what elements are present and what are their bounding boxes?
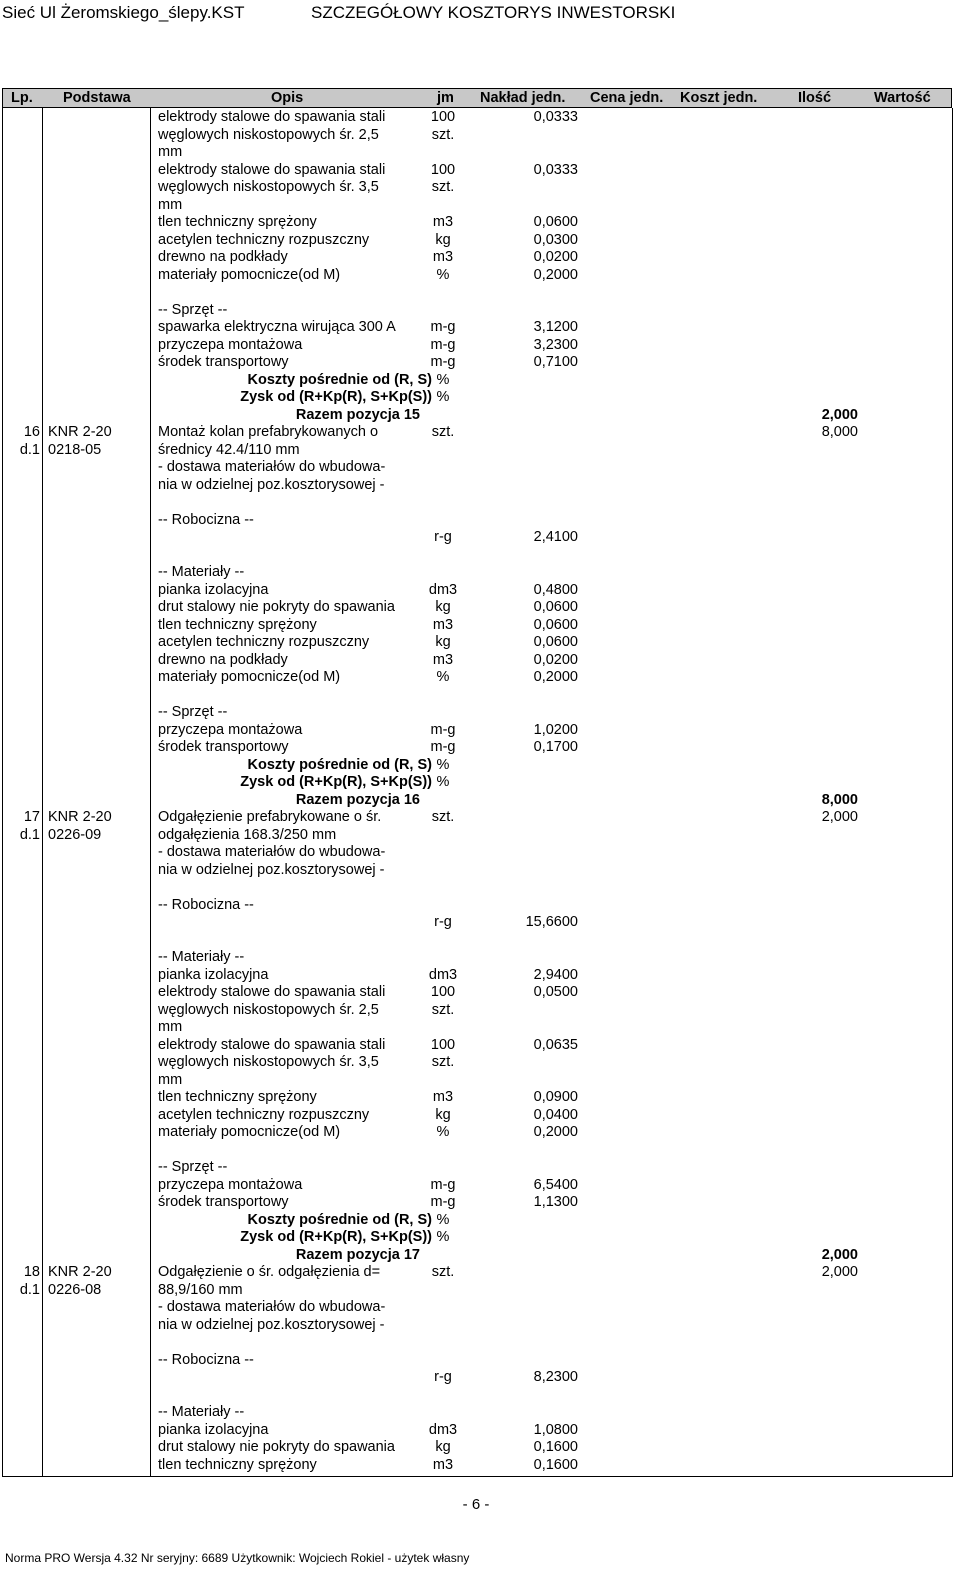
row-opis: węglowych niskostopowych śr. 2,5 xyxy=(158,1001,379,1018)
row-jm: kg xyxy=(435,1106,451,1123)
row-opis: materiały pomocnicze(od M) xyxy=(158,669,341,685)
row-naklad: 6,5400 xyxy=(533,1176,578,1193)
row-naklad: 0,0333 xyxy=(533,109,578,125)
row-jm: m3 xyxy=(432,651,454,668)
row-opis: -- Sprzęt -- xyxy=(158,301,228,318)
row-opis: Koszty pośrednie od (R, S) xyxy=(247,371,432,388)
row-opis: materiały pomocnicze(od M) xyxy=(158,1124,341,1140)
row-wartosc: 2,000 xyxy=(821,1246,858,1263)
row-opis: materiały pomocnicze(od M) xyxy=(158,266,341,283)
row-jm: szt. xyxy=(431,809,455,825)
row-opis: środek transportowy xyxy=(158,739,289,755)
row-opis: spawarka elektryczna wirująca 300 A xyxy=(158,319,396,335)
row-opis: acetylen techniczny rozpuszczny xyxy=(158,231,370,248)
row-jm: kg xyxy=(435,634,451,650)
row-wartosc: 2,000 xyxy=(821,406,858,423)
row-opis: Koszty pośrednie od (R, S) xyxy=(247,1211,432,1228)
row-opis: elektrody stalowe do spawania stali xyxy=(158,161,386,178)
row-opis: przyczepa montażowa xyxy=(158,1176,303,1193)
row-jm: % xyxy=(436,1229,450,1245)
row-jm: m3 xyxy=(432,214,454,230)
row-jm: r-g xyxy=(434,914,452,930)
row-opis: nia w odzielnej poz.kosztorysowej - xyxy=(158,476,385,493)
page-number: - 6 - xyxy=(462,1496,490,1513)
row-opis: 88,9/160 mm xyxy=(158,1281,243,1298)
row-naklad: 0,1700 xyxy=(533,739,578,755)
row-jm: m-g xyxy=(430,721,456,738)
row-ilosc: 2,000 xyxy=(821,1264,858,1280)
row-opis: węglowych niskostopowych śr. 2,5 xyxy=(158,126,379,143)
row-naklad: 1,0200 xyxy=(533,721,578,738)
row-opis: Koszty pośrednie od (R, S) xyxy=(247,756,432,773)
row-opis: pianka izolacyjna xyxy=(158,581,269,598)
footer-text: Norma PRO Wersja 4.32 Nr seryjny: 6689 Użytkownik: Wojciech Rokiel - użytek własny xyxy=(5,1551,470,1565)
row-jm: m3 xyxy=(432,616,454,633)
row-opis: -- Sprzęt -- xyxy=(158,704,228,720)
row-naklad: 0,1600 xyxy=(533,1439,578,1455)
row-jm: % xyxy=(436,389,450,405)
row-jm: % xyxy=(436,774,450,790)
row-lp: 18 xyxy=(23,1264,40,1280)
row-naklad: 0,4800 xyxy=(533,581,578,598)
col-koszt: Koszt jedn. xyxy=(680,90,758,106)
row-opis: Razem pozycja 17 xyxy=(295,1246,420,1263)
row-opis: odgałęzienia 168.3/250 mm xyxy=(158,826,337,843)
row-naklad: 0,0600 xyxy=(533,634,578,650)
row-opis: -- Materiały -- xyxy=(158,949,245,965)
row-jm: m-g xyxy=(430,336,456,353)
row-jm: m3 xyxy=(432,1089,454,1105)
row-opis: węglowych niskostopowych śr. 3,5 xyxy=(158,1054,379,1070)
row-jm: % xyxy=(436,1124,450,1140)
col-opis: Opis xyxy=(271,90,304,106)
row-jm: m3 xyxy=(432,249,454,265)
row-jm: m-g xyxy=(430,1176,456,1193)
table-bottom-border xyxy=(2,1476,953,1477)
row-opis: - dostawa materiałów do wbudowa- xyxy=(158,1299,386,1315)
row-jm: r-g xyxy=(434,1369,452,1385)
file-name: Sieć Ul Żeromskiego_ślepy.KST xyxy=(2,3,245,22)
row-opis: -- Materiały -- xyxy=(158,564,245,580)
row-opis: mm xyxy=(158,196,183,213)
row-naklad: 0,0200 xyxy=(533,651,578,668)
row-naklad: 0,2000 xyxy=(533,669,578,685)
col-jm: jm xyxy=(437,90,454,106)
col-wartosc: Wartość xyxy=(874,90,931,106)
row-lp: d.1 xyxy=(19,1281,40,1298)
row-opis: węglowych niskostopowych śr. 3,5 xyxy=(158,179,379,195)
col-cena: Cena jedn. xyxy=(590,90,664,106)
row-opis: elektrody stalowe do spawania stali xyxy=(158,1036,386,1053)
row-opis: elektrody stalowe do spawania stali xyxy=(158,109,386,125)
col-ilosc: Ilość xyxy=(798,90,832,106)
row-opis: drewno na podkłady xyxy=(158,651,288,668)
row-jm: % xyxy=(436,266,450,283)
row-jm: szt. xyxy=(431,179,455,195)
column-divider xyxy=(2,108,3,1476)
row-opis: tlen techniczny sprężony xyxy=(158,616,317,633)
row-opis: tlen techniczny sprężony xyxy=(158,1089,317,1105)
row-opis: acetylen techniczny rozpuszczny xyxy=(158,1106,370,1123)
row-opis: przyczepa montażowa xyxy=(158,336,303,353)
row-naklad: 0,0600 xyxy=(533,214,578,230)
row-jm: m-g xyxy=(430,1194,456,1210)
row-naklad: 3,1200 xyxy=(533,319,578,335)
row-jm: dm3 xyxy=(428,1421,458,1438)
row-jm: % xyxy=(436,371,450,388)
col-podstawa: Podstawa xyxy=(63,90,131,106)
row-opis: mm xyxy=(158,1019,183,1035)
row-jm: % xyxy=(436,669,450,685)
row-ilosc: 8,000 xyxy=(821,424,858,440)
row-naklad: 0,0635 xyxy=(533,1036,578,1053)
row-jm: szt. xyxy=(431,1264,455,1280)
row-jm: % xyxy=(436,756,450,773)
row-opis: środek transportowy xyxy=(158,1194,289,1210)
row-naklad: 0,0333 xyxy=(533,161,578,178)
row-opis: nia w odzielnej poz.kosztorysowej - xyxy=(158,1316,385,1333)
row-naklad: 0,1600 xyxy=(533,1456,578,1473)
row-jm: 100 xyxy=(430,109,456,125)
row-jm: kg xyxy=(435,1439,451,1455)
row-jm: 100 xyxy=(430,1036,456,1053)
row-podstawa: 0218-05 xyxy=(48,441,102,458)
row-naklad: 0,0600 xyxy=(533,599,578,615)
row-jm: kg xyxy=(435,231,451,248)
col-naklad: Nakład jedn. xyxy=(480,90,566,106)
row-naklad: 0,0900 xyxy=(533,1089,578,1105)
row-opis: Montaż kolan prefabrykowanych o xyxy=(158,424,379,440)
row-opis: -- Sprzęt -- xyxy=(158,1159,228,1175)
row-opis: drut stalowy nie pokryty do spawania xyxy=(158,1439,395,1455)
row-naklad: 0,0200 xyxy=(533,249,578,265)
row-opis: Razem pozycja 16 xyxy=(295,791,420,808)
row-opis: mm xyxy=(158,144,183,160)
row-opis: mm xyxy=(158,1071,183,1088)
table-header xyxy=(2,88,952,108)
row-opis: -- Robocizna -- xyxy=(158,511,254,528)
row-naklad: 1,0800 xyxy=(533,1421,578,1438)
row-opis: - dostawa materiałów do wbudowa- xyxy=(158,459,386,475)
row-opis: Zysk od (R+Kp(R), S+Kp(S)) xyxy=(240,1229,432,1245)
row-naklad: 2,9400 xyxy=(533,966,578,983)
row-lp: d.1 xyxy=(19,441,40,458)
row-naklad: 15,6600 xyxy=(525,914,578,930)
row-ilosc: 2,000 xyxy=(821,809,858,825)
row-jm: 100 xyxy=(430,984,456,1000)
row-podstawa: KNR 2-20 xyxy=(48,1264,112,1280)
row-opis: elektrody stalowe do spawania stali xyxy=(158,984,386,1000)
row-jm: szt. xyxy=(431,424,455,440)
row-opis: pianka izolacyjna xyxy=(158,966,269,983)
row-podstawa: KNR 2-20 xyxy=(48,809,112,825)
row-opis: drewno na podkłady xyxy=(158,249,288,265)
row-jm: m-g xyxy=(430,319,456,335)
column-divider xyxy=(42,108,43,1476)
row-jm: dm3 xyxy=(428,581,458,598)
row-opis: tlen techniczny sprężony xyxy=(158,1456,317,1473)
row-opis: Odgałęzienie o śr. odgałęzienia d= xyxy=(158,1264,381,1280)
row-naklad: 0,2000 xyxy=(533,1124,578,1140)
row-naklad: 2,4100 xyxy=(533,529,578,545)
row-opis: środek transportowy xyxy=(158,354,289,370)
row-lp: d.1 xyxy=(19,826,40,843)
row-opis: Zysk od (R+Kp(R), S+Kp(S)) xyxy=(240,774,432,790)
row-opis: -- Robocizna -- xyxy=(158,896,254,913)
row-opis: tlen techniczny sprężony xyxy=(158,214,317,230)
row-opis: - dostawa materiałów do wbudowa- xyxy=(158,844,386,860)
row-jm: r-g xyxy=(434,529,452,545)
col-lp: Lp. xyxy=(11,90,33,106)
row-jm: szt. xyxy=(431,1001,455,1018)
row-naklad: 8,2300 xyxy=(533,1369,578,1385)
row-jm: m-g xyxy=(430,739,456,755)
row-jm: szt. xyxy=(431,1054,455,1070)
row-opis: przyczepa montażowa xyxy=(158,721,303,738)
row-lp: 16 xyxy=(23,424,40,440)
row-opis: -- Robocizna -- xyxy=(158,1351,254,1368)
row-opis: -- Materiały -- xyxy=(158,1404,245,1420)
row-podstawa: KNR 2-20 xyxy=(48,424,112,440)
row-opis: nia w odzielnej poz.kosztorysowej - xyxy=(158,861,385,878)
row-podstawa: 0226-09 xyxy=(48,826,102,843)
row-opis: Odgałęzienie prefabrykowane o śr. xyxy=(158,809,382,825)
row-lp: 17 xyxy=(23,809,40,825)
row-naklad: 0,0500 xyxy=(533,984,578,1000)
row-opis: średnicy 42.4/110 mm xyxy=(158,441,300,458)
row-jm: 100 xyxy=(430,161,456,178)
row-jm: kg xyxy=(435,599,451,615)
row-opis: acetylen techniczny rozpuszczny xyxy=(158,634,370,650)
row-naklad: 1,1300 xyxy=(533,1194,578,1210)
row-jm: szt. xyxy=(431,126,455,143)
row-naklad: 0,0400 xyxy=(533,1106,578,1123)
row-opis: pianka izolacyjna xyxy=(158,1421,269,1438)
row-naklad: 0,0600 xyxy=(533,616,578,633)
row-podstawa: 0226-08 xyxy=(48,1281,102,1298)
row-jm: m-g xyxy=(430,354,456,370)
row-naklad: 0,7100 xyxy=(533,354,578,370)
row-jm: % xyxy=(436,1211,450,1228)
row-naklad: 0,0300 xyxy=(533,231,578,248)
row-wartosc: 8,000 xyxy=(821,791,858,808)
document-title: SZCZEGÓŁOWY KOSZTORYS INWESTORSKI xyxy=(311,3,676,22)
row-jm: m3 xyxy=(432,1456,454,1473)
row-naklad: 0,2000 xyxy=(533,266,578,283)
row-opis: Zysk od (R+Kp(R), S+Kp(S)) xyxy=(240,389,432,405)
column-divider xyxy=(952,108,953,1476)
row-naklad: 3,2300 xyxy=(533,336,578,353)
row-jm: dm3 xyxy=(428,966,458,983)
row-opis: drut stalowy nie pokryty do spawania xyxy=(158,599,395,615)
row-opis: Razem pozycja 15 xyxy=(295,406,420,423)
